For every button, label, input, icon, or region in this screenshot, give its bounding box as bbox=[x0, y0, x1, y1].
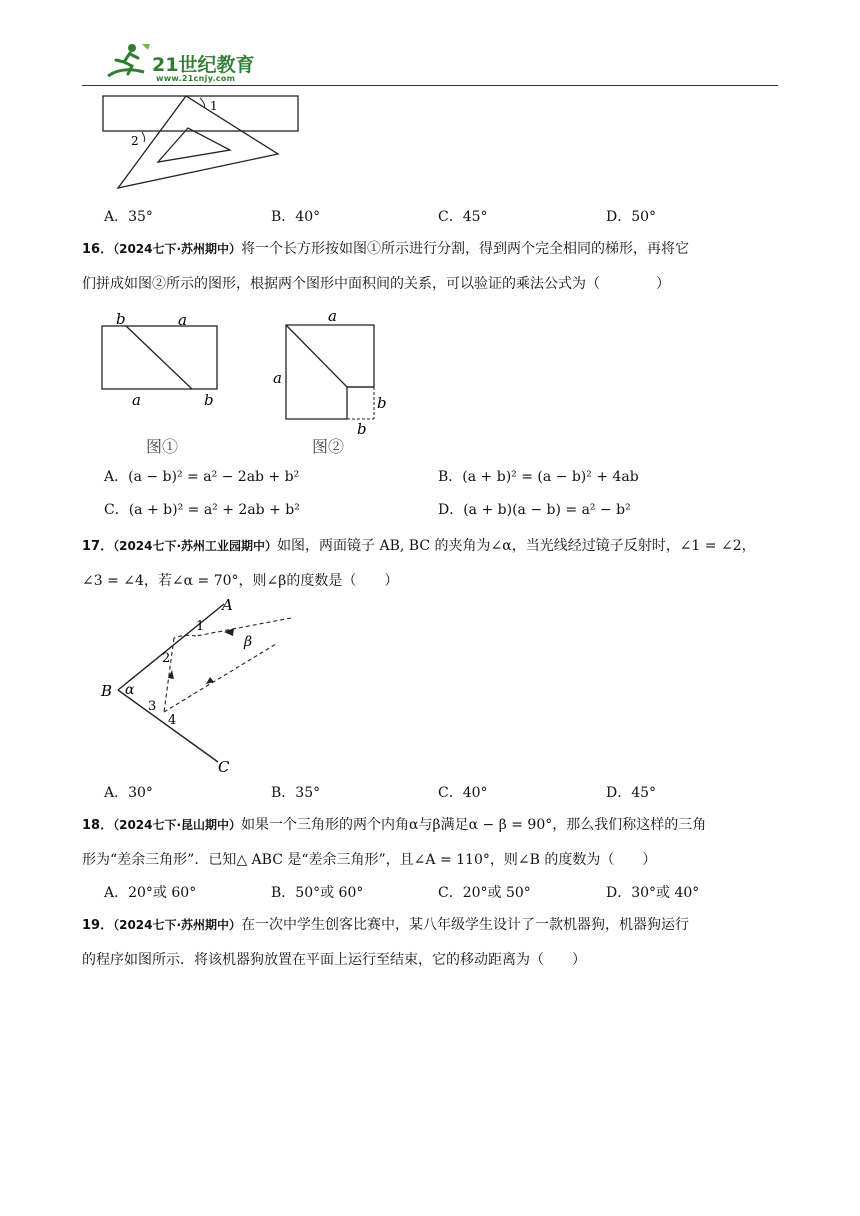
q17-source: （2024七下·苏州工业园期中） bbox=[113, 539, 278, 553]
q16-line1 bbox=[82, 232, 782, 267]
angle-2-label: 2 bbox=[131, 134, 139, 148]
point-b-label: B bbox=[101, 682, 113, 700]
q15-option-d[interactable]: D．50° bbox=[606, 209, 657, 225]
q16-stem bbox=[82, 232, 782, 301]
set-square-outer bbox=[118, 96, 278, 188]
point-a-label: A bbox=[222, 596, 233, 614]
ray-outgoing bbox=[164, 644, 276, 712]
q15-option-a[interactable]: A．35° bbox=[104, 209, 153, 225]
q16-option-a[interactable]: A．(a − b)² = a² − 2ab + b² bbox=[104, 469, 300, 485]
q17-line1 bbox=[82, 529, 782, 564]
q18-stem bbox=[82, 808, 782, 877]
q18-option-d[interactable]: D．30°或 40° bbox=[606, 885, 700, 901]
q19-stem bbox=[82, 908, 782, 977]
angle-1-label: 1 bbox=[210, 99, 218, 113]
fig1-diagonal bbox=[126, 326, 192, 389]
fig2-label-a-left: a bbox=[273, 369, 282, 387]
q17-option-a[interactable]: A．30° bbox=[104, 785, 153, 801]
q16-number: 16． bbox=[82, 242, 114, 257]
fig1-label-a-bottom: a bbox=[132, 391, 141, 409]
logo-brand-text: 21世纪教育 bbox=[152, 54, 255, 76]
ruler-shape bbox=[103, 96, 298, 131]
q17-option-b[interactable]: B．35° bbox=[271, 785, 321, 801]
q18-option-b[interactable]: B．50°或 60° bbox=[271, 885, 364, 901]
q19-line1 bbox=[82, 908, 782, 943]
fig1-label-b-top: b bbox=[116, 310, 126, 328]
q17-number: 17． bbox=[82, 539, 114, 554]
point-c-label: C bbox=[218, 758, 230, 776]
q17-figure bbox=[96, 592, 306, 777]
q17-option-d[interactable]: D．45° bbox=[606, 785, 657, 801]
fig1-label-b-bottom: b bbox=[204, 391, 214, 409]
q17-option-c[interactable]: C．40° bbox=[438, 785, 488, 801]
q18-option-c[interactable]: C．20°或 50° bbox=[438, 885, 531, 901]
q19-source: （2024七下·苏州期中） bbox=[113, 918, 242, 932]
q16-option-b[interactable]: B．(a + b)² = (a − b)² + 4ab bbox=[438, 469, 639, 485]
fig2-diagonal bbox=[286, 325, 347, 387]
q17-stem bbox=[82, 529, 782, 598]
q16-option-c[interactable]: C．(a + b)² = a² + 2ab + b² bbox=[104, 502, 300, 518]
fig2-label-a-top: a bbox=[328, 307, 337, 325]
angle-4-label: 4 bbox=[168, 713, 177, 728]
q16-fig1-caption: 图① bbox=[146, 437, 179, 456]
q18-text-line2: 形为“差余三角形”．已知△ ABC 是“差余三角形”，且∠A = 110°，则∠B 的度数为（ ） bbox=[82, 852, 657, 868]
angle-2-label: 2 bbox=[162, 651, 171, 666]
angle-3-label: 3 bbox=[148, 699, 157, 714]
q19-text-line2: 的程序如图所示．将该机器狗放置在平面上运行至结束，它的移动距离为（ ） bbox=[82, 952, 586, 968]
fig2-label-b-right: b bbox=[377, 394, 387, 412]
q18-source: （2024七下·昆山期中） bbox=[113, 818, 242, 832]
q18-option-a[interactable]: A．20°或 60° bbox=[104, 885, 197, 901]
header-logo bbox=[104, 42, 274, 84]
alpha-label: α bbox=[125, 682, 135, 698]
q16-text-line2: 们拼成如图②所示的图形，根据两个图形中面积间的关系，可以验证的乘法公式为（ ） bbox=[82, 276, 670, 292]
q19-text-line1: 在一次中学生创客比赛中，某八年级学生设计了一款机器狗，机器狗运行 bbox=[241, 917, 690, 933]
q19-number: 19． bbox=[82, 918, 114, 933]
q18-number: 18． bbox=[82, 818, 114, 833]
q18-line1 bbox=[82, 808, 782, 843]
angle-1-label: 1 bbox=[196, 619, 205, 634]
beta-label: β bbox=[244, 634, 253, 650]
runner-logo-icon bbox=[104, 42, 152, 82]
q16-option-d[interactable]: D．(a + b)(a − b) = a² − b² bbox=[438, 502, 631, 518]
q15-option-c[interactable]: C．45° bbox=[438, 209, 488, 225]
fig2-label-b-bottom: b bbox=[357, 420, 367, 438]
set-square-inner bbox=[158, 128, 230, 162]
q16-fig2-caption: 图② bbox=[312, 437, 345, 456]
q16-text-line1: 将一个长方形按如图①所示进行分割，得到两个完全相同的梯形，再将它 bbox=[241, 241, 690, 257]
angle-2-arc bbox=[142, 132, 145, 142]
q15-option-b[interactable]: B．40° bbox=[271, 209, 321, 225]
q16-figure-2 bbox=[270, 305, 390, 440]
q17-text-line2: ∠3 = ∠4，若∠α = 70°，则∠β的度数是（ ） bbox=[82, 573, 399, 589]
header-divider bbox=[82, 85, 778, 86]
logo-url-text: www.21cnjy.com bbox=[156, 74, 236, 83]
q16-source: （2024七下·苏州期中） bbox=[113, 242, 242, 256]
q17-text-line1: 如图，两面镜子 AB, BC 的夹角为∠α，当光线经过镜子反射时，∠1 = ∠2， bbox=[277, 538, 756, 554]
q15-figure bbox=[100, 92, 310, 192]
fig1-label-a-top: a bbox=[178, 311, 187, 329]
q18-text-line1: 如果一个三角形的两个内角α与β满足α − β = 90°，那么我们称这样的三角 bbox=[241, 817, 707, 833]
